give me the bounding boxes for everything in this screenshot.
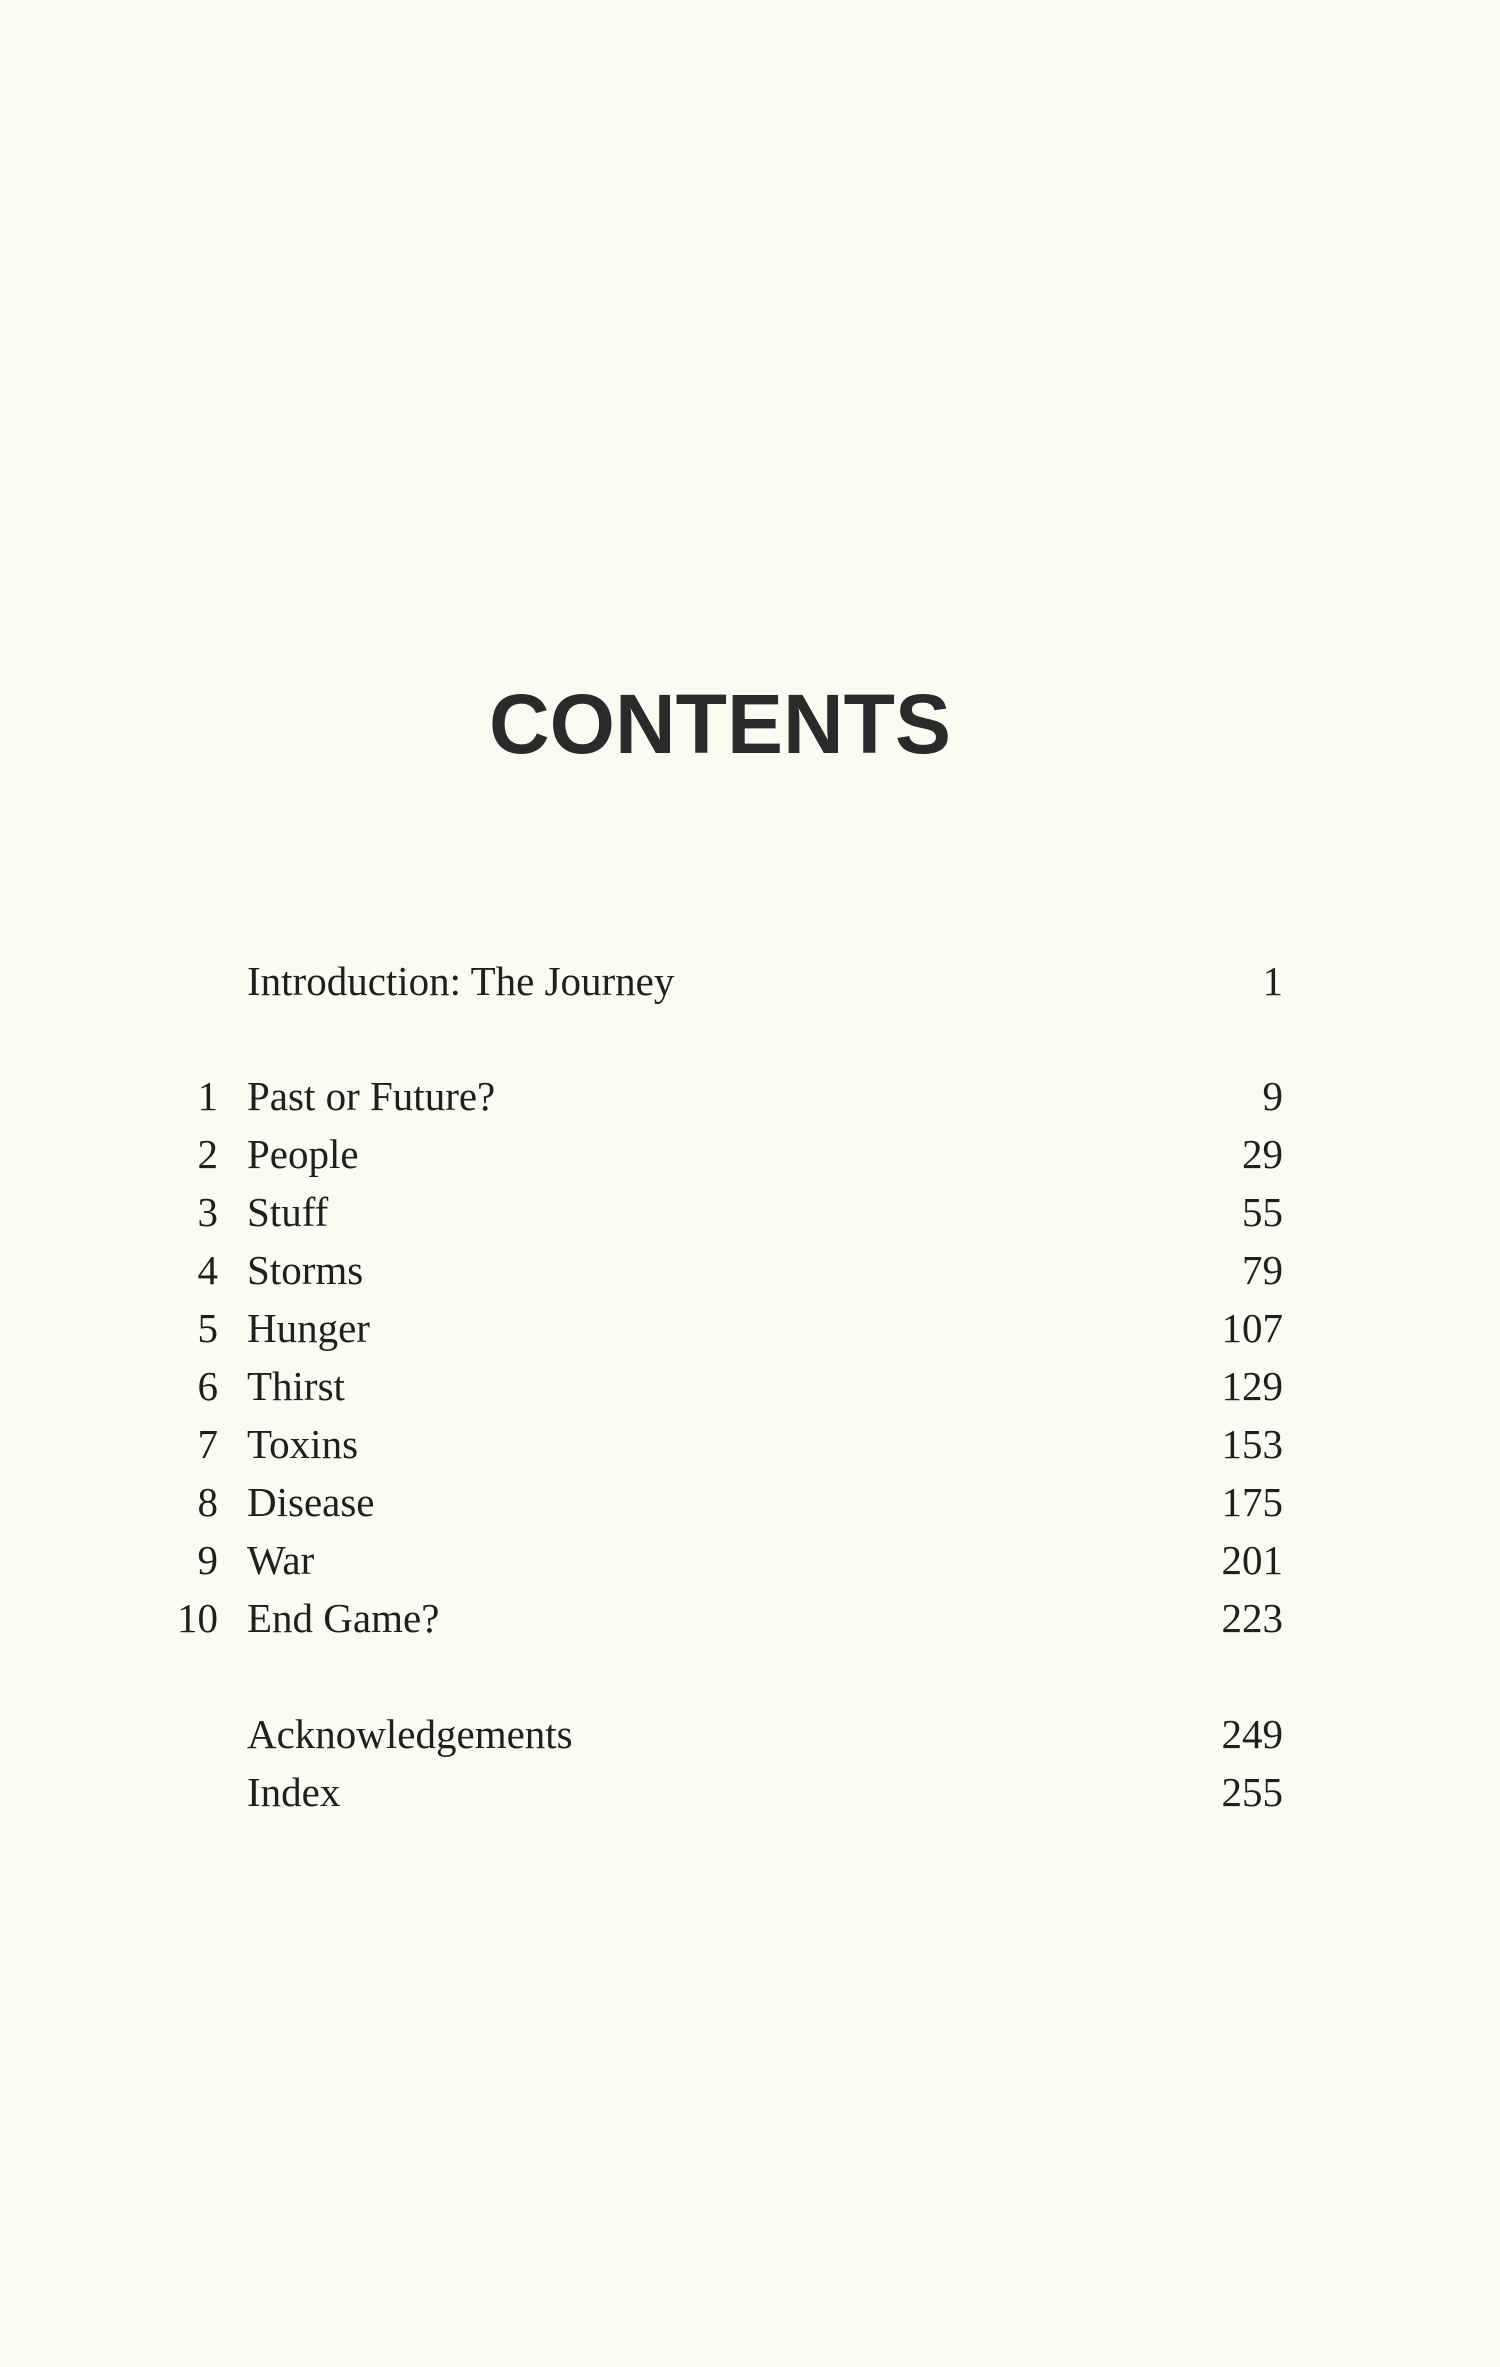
entry-title: Introduction: The Journey (247, 958, 675, 1004)
chapter-number: 5 (197, 1305, 218, 1351)
chapter-number: 4 (197, 1247, 218, 1293)
toc-entry-chapter-6[interactable] (0, 1357, 1500, 1415)
entry-title: War (247, 1537, 315, 1583)
entry-page-number: 223 (1221, 1595, 1283, 1641)
entry-title: Past or Future? (247, 1073, 496, 1119)
chapter-number: 2 (197, 1131, 218, 1177)
toc-entry-chapter-8[interactable] (0, 1473, 1500, 1531)
entry-title: People (247, 1131, 359, 1177)
toc-entry-chapter-3[interactable] (0, 1183, 1500, 1241)
toc-entry-index[interactable] (0, 1763, 1500, 1821)
chapter-number: 8 (197, 1479, 218, 1525)
chapter-number: 9 (197, 1537, 218, 1583)
entry-title: Storms (247, 1247, 364, 1293)
entry-page-number: 249 (1221, 1711, 1283, 1757)
entry-page-number: 255 (1221, 1769, 1283, 1815)
toc-entry-chapter-10[interactable] (0, 1589, 1500, 1647)
chapter-number: 10 (177, 1595, 218, 1641)
chapter-number: 3 (197, 1189, 218, 1235)
entry-page-number: 29 (1242, 1131, 1283, 1177)
contents-heading: CONTENTS (489, 677, 951, 771)
toc-entry-chapter-7[interactable] (0, 1415, 1500, 1473)
entry-title: Disease (247, 1479, 375, 1525)
entry-page-number: 129 (1221, 1363, 1283, 1409)
entry-page-number: 107 (1221, 1305, 1283, 1351)
entry-title: Stuff (247, 1189, 329, 1235)
entry-page-number: 153 (1221, 1421, 1283, 1467)
entry-page-number: 9 (1262, 1073, 1283, 1119)
toc-entry-chapter-5[interactable] (0, 1299, 1500, 1357)
entry-title: Index (247, 1769, 341, 1815)
toc-entry-chapter-1[interactable] (0, 1067, 1500, 1125)
chapter-number: 7 (197, 1421, 218, 1467)
toc-entry-chapter-4[interactable] (0, 1241, 1500, 1299)
toc-entry-acknowledgements[interactable] (0, 1705, 1500, 1763)
entry-title: Hunger (247, 1305, 370, 1351)
entry-page-number: 79 (1242, 1247, 1283, 1293)
entry-title: Thirst (247, 1363, 345, 1409)
entry-page-number: 55 (1242, 1189, 1283, 1235)
toc-entry-chapter-2[interactable] (0, 1125, 1500, 1183)
chapter-number: 6 (197, 1363, 218, 1409)
entry-title: Toxins (247, 1421, 359, 1467)
toc-entry-chapter-9[interactable] (0, 1531, 1500, 1589)
entry-page-number: 1 (1262, 958, 1283, 1004)
entry-page-number: 201 (1221, 1537, 1283, 1583)
entry-title: Acknowledgements (247, 1711, 573, 1757)
chapter-number: 1 (197, 1073, 218, 1119)
toc-entry-introduction[interactable] (0, 952, 1500, 1010)
entry-title: End Game? (247, 1595, 440, 1641)
entry-page-number: 175 (1221, 1479, 1283, 1525)
